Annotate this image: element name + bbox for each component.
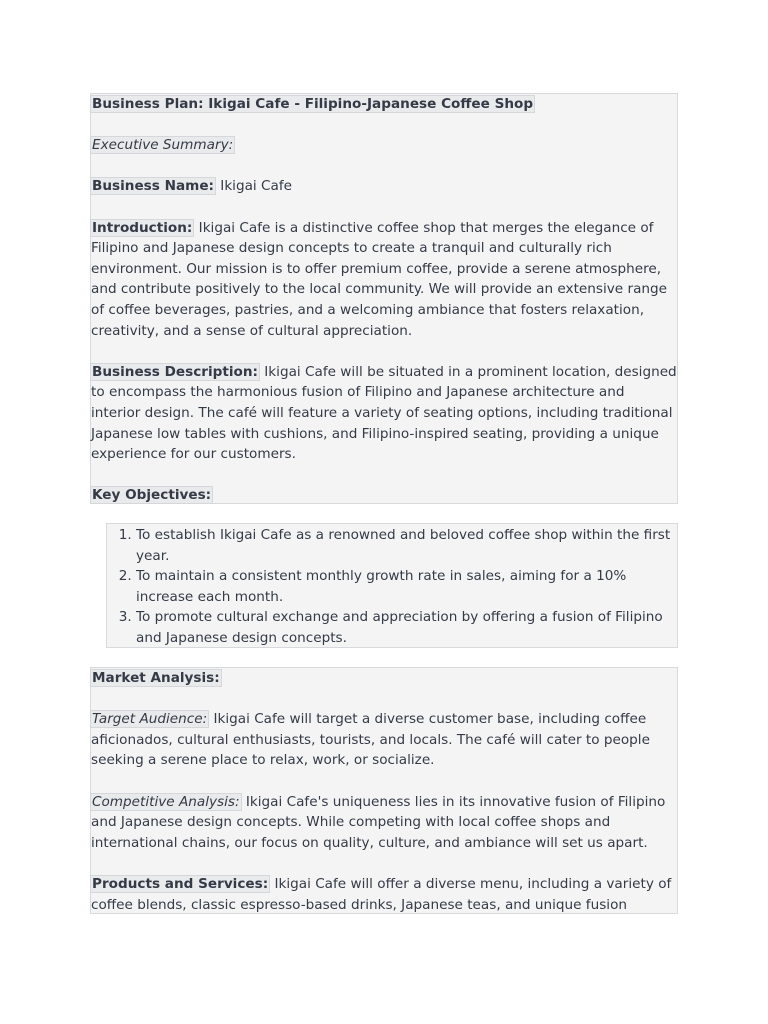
- business-description-text: Ikigai Cafe will be situated in a prominent location, designed to encompass the harmonious fusion of Filipino and Japanese architecture and interior design. The café will feature a variety of seating options, including traditional Japanese low tables with cushions, and Filipino-inspired seating, providing a unique experience for our customers.: [91, 363, 677, 463]
- products-services-text: Ikigai Cafe will offer a diverse menu, including a variety of coffee blends, classic espresso-based drinks, Japanese teas, and unique fusion: [91, 875, 672, 913]
- introduction-label: Introduction:: [92, 219, 193, 236]
- introduction-paragraph: [91, 218, 677, 342]
- market-analysis-heading: Market Analysis:: [92, 670, 220, 686]
- market-analysis-section: [90, 667, 678, 914]
- document-section-overview: [90, 93, 678, 504]
- business-name-value: Ikigai Cafe: [215, 178, 292, 195]
- objective-item: 3. To promote cultural exchange and appreciation by offering a fusion of Filipino and Japanese design concepts.: [136, 607, 677, 648]
- executive-summary-heading: Executive Summary:: [92, 137, 234, 154]
- key-objectives-list-section: [106, 523, 678, 648]
- target-audience-text: Ikigai Cafe will target a diverse customer base, including coffee aficionados, cultural enthusiasts, tourists, and locals. The café will cater to people seeking a serene place to relax, work, or socialize.: [91, 711, 650, 769]
- target-audience-label: Target Audience:: [92, 711, 208, 728]
- key-objectives-heading: Key Objectives:: [92, 487, 212, 504]
- products-services-paragraph: [91, 874, 677, 915]
- objective-item: 1. To establish Ikigai Cafe as a renowned and beloved coffee shop within the first year.: [136, 525, 677, 566]
- document-title: Business Plan: Ikigai Cafe - Filipino-Japanese Coffee Shop: [92, 96, 534, 112]
- competitive-analysis-paragraph: [91, 792, 677, 854]
- introduction-text: Ikigai Cafe is a distinctive coffee shop that merges the elegance of Filipino and Japanese design concepts to create a tranquil and culturally rich environment. Our mission is to offer premium coffee, provide a serene atmosphere, and contribute positively to the local community. We will provide an extensive range of coffee beverages, pastries, and a welcoming ambiance that fosters relaxation, creativity, and a sense of cultural appreciation.: [91, 219, 668, 339]
- key-objectives-list: [107, 525, 677, 649]
- business-name-label: Business Name:: [92, 178, 214, 195]
- products-services-label: Products and Services:: [92, 875, 269, 892]
- business-name-paragraph: [91, 176, 677, 197]
- competitive-analysis-label: Competitive Analysis:: [92, 793, 240, 810]
- competitive-analysis-text: Ikigai Cafe's uniqueness lies in its innovative fusion of Filipino and Japanese design concepts. While competing with local coffee shops and international chains, our focus on quality, culture, and ambiance will set us apart.: [91, 793, 666, 851]
- business-description-paragraph: [91, 362, 677, 465]
- target-audience-paragraph: [91, 709, 677, 771]
- objective-item: 2. To maintain a consistent monthly growth rate in sales, aiming for a 10% increase each month.: [136, 566, 677, 607]
- business-description-label: Business Description:: [92, 363, 258, 380]
